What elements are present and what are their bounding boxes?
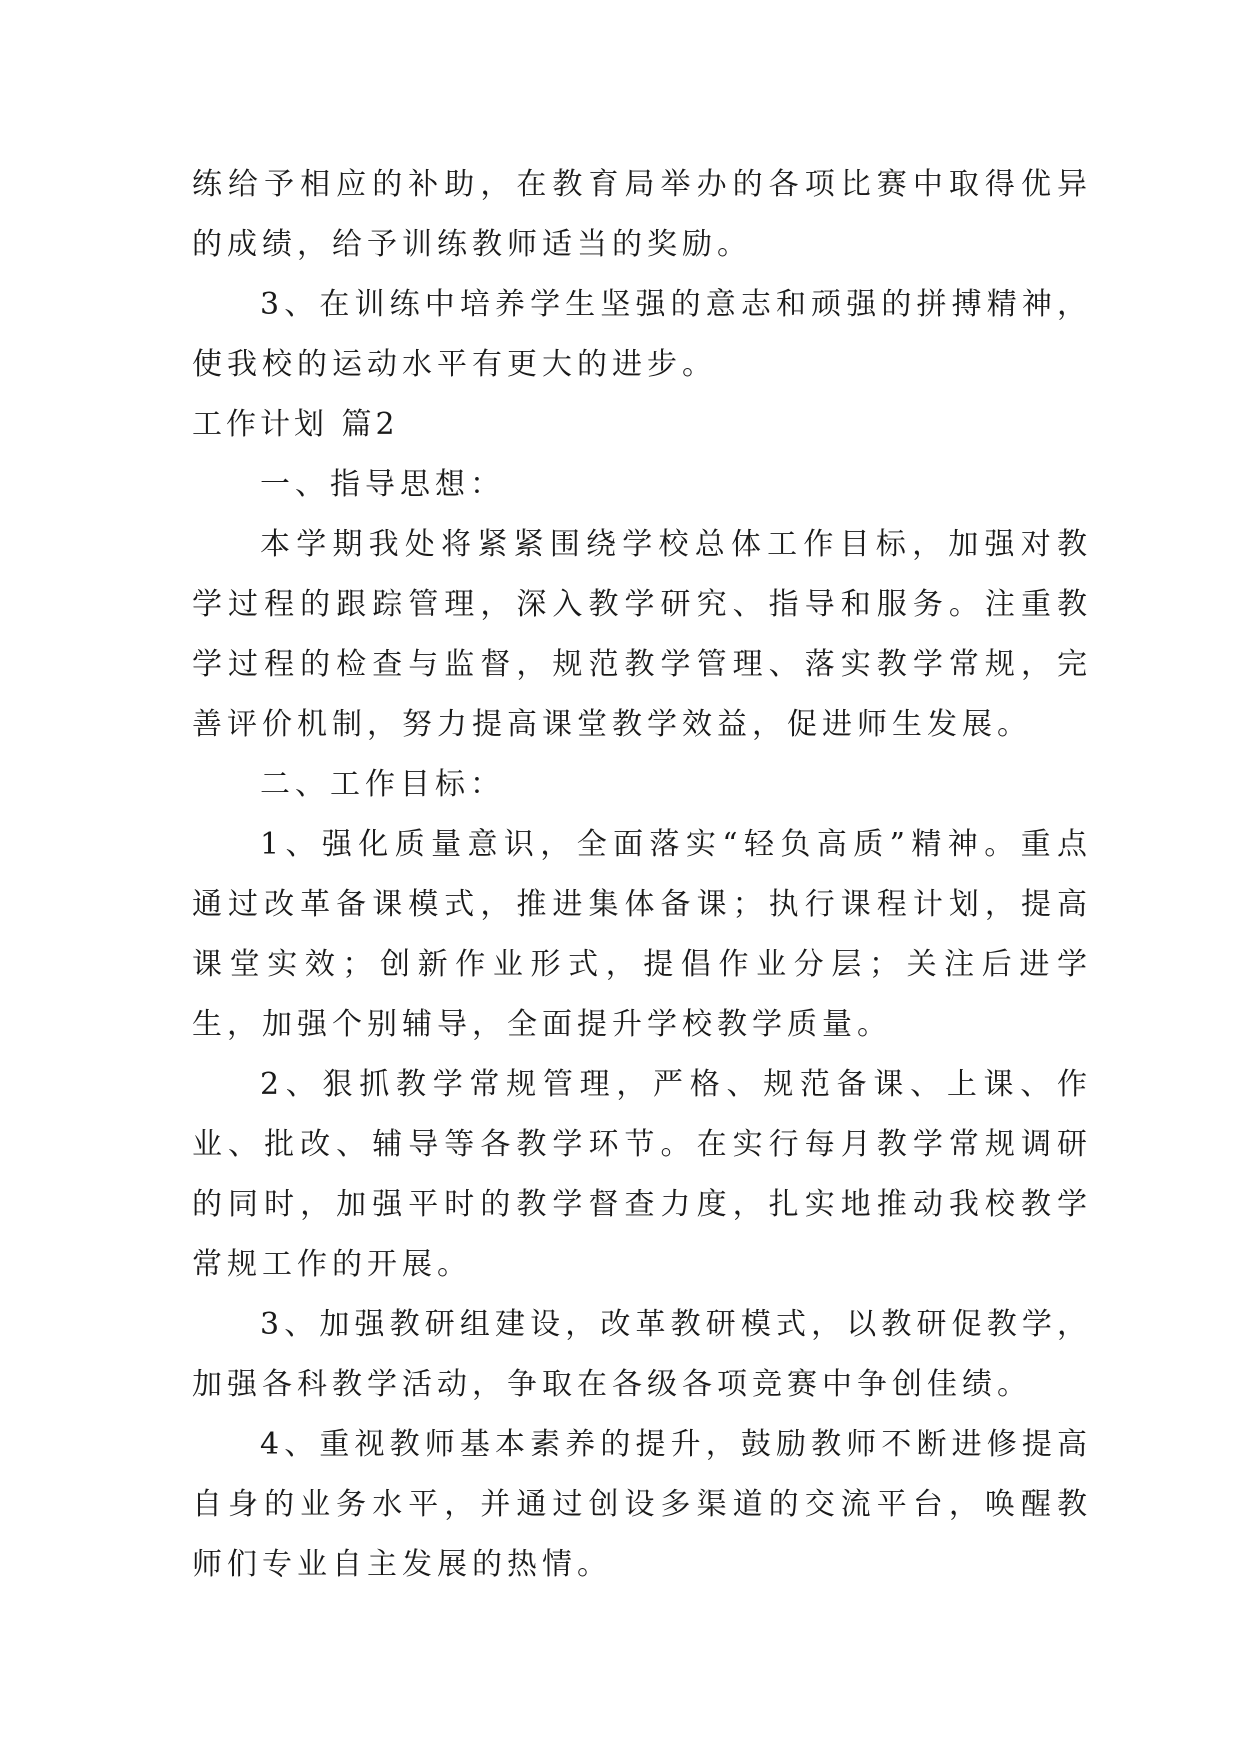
document-body [192,155,1092,1595]
paragraph-item-3: 3、在训练中培养学生坚强的意志和顽强的拼搏精神，使我校的运动水平有更大的进步。 [192,287,1092,382]
paragraph-goal-3: 3、加强教研组建设，改革教研模式，以教研促教学，加强各科教学活动，争取在各级各项竞赛中争创佳绩。 [192,1307,1092,1402]
paragraph-guiding-thought: 本学期我处将紧紧围绕学校总体工作目标，加强对教学过程的跟踪管理，深入教学研究、指导和服务。注重教学过程的检查与监督，规范教学管理、落实教学常规，完善评价机制，努力提高课堂教学效益，促进师生发展。 [192,527,1092,742]
section-heading: 工作计划 篇2 [192,407,399,442]
paragraph-continuation: 练给予相应的补助，在教育局举办的各项比赛中取得优异的成绩，给予训练教师适当的奖励。 [192,167,1092,262]
paragraph-goal-1: 1、强化质量意识，全面落实“轻负高质”精神。重点通过改革备课模式，推进集体备课；执行课程计划，提高课堂实效；创新作业形式，提倡作业分层；关注后进学生，加强个别辅导，全面提升学校教学质量。 [192,827,1092,1042]
subheading-guiding-thought: 一、指导思想： [260,467,505,502]
paragraph-goal-4: 4、重视教师基本素养的提升，鼓励教师不断进修提高自身的业务水平，并通过创设多渠道的交流平台，唤醒教师们专业自主发展的热情。 [192,1427,1092,1582]
subheading-work-goals: 二、工作目标： [260,767,505,802]
paragraph-goal-2: 2、狠抓教学常规管理，严格、规范备课、上课、作业、批改、辅导等各教学环节。在实行每月教学常规调研的同时，加强平时的教学督查力度，扎实地推动我校教学常规工作的开展。 [192,1067,1092,1282]
